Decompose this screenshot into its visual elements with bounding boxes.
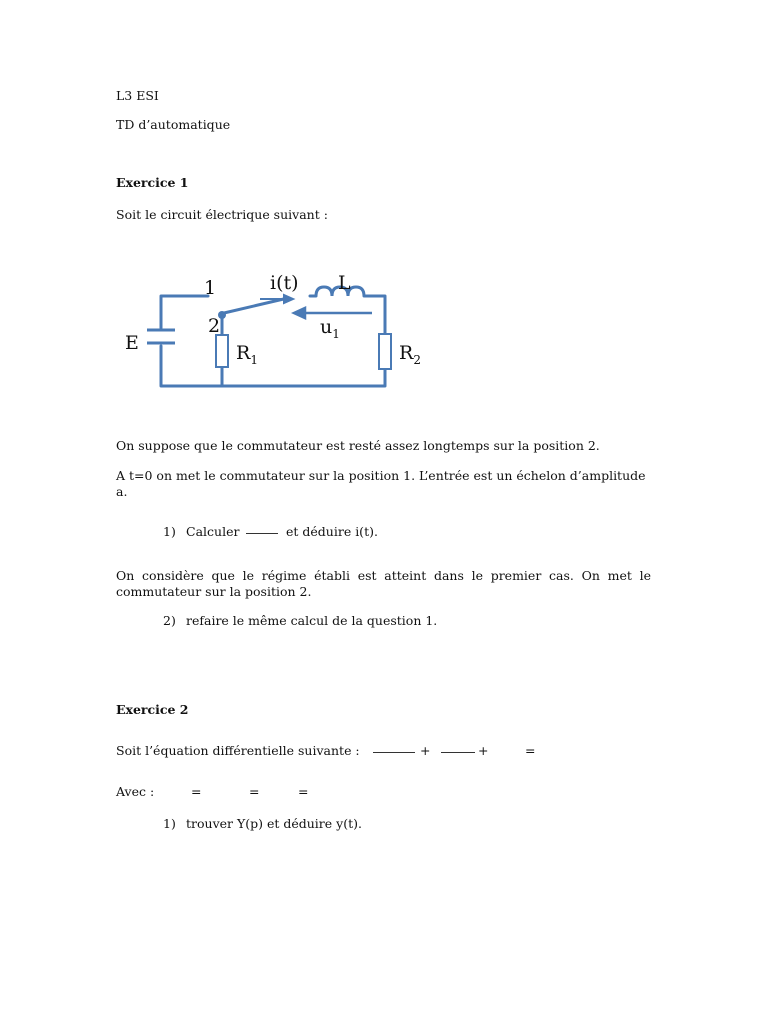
fraction-bar xyxy=(441,752,475,753)
label-r1: $R_1$ xyxy=(236,342,258,367)
exercise1-q1-text-b: et déduire i(t). xyxy=(286,524,378,539)
exercise1-intro: Soit le circuit électrique suivant : xyxy=(116,207,328,222)
fraction-bar xyxy=(373,752,415,753)
label-source: E xyxy=(125,332,139,354)
condition-equals: = xyxy=(191,784,202,799)
label-position-2: 2 xyxy=(208,315,221,337)
course-title: TD d’automatique xyxy=(116,117,231,132)
exercise1-q2-text: refaire le même calcul de la question 1. xyxy=(186,613,438,628)
exercise1-paragraph-2b: a. xyxy=(116,484,128,499)
label-inductor: L xyxy=(338,272,351,294)
exercise2-q1-text: trouver Y(p) et déduire y(t). xyxy=(186,816,362,831)
exercise2-equation-intro: Soit l’équation différentielle suivante : xyxy=(116,743,360,758)
label-position-1: 1 xyxy=(204,277,217,299)
equation-equals: = xyxy=(525,743,536,758)
equation-plus: + xyxy=(420,743,431,758)
label-current: i(t) xyxy=(270,272,299,294)
condition-equals: = xyxy=(298,784,309,799)
condition-equals: = xyxy=(249,784,260,799)
exercise1-paragraph-1: On suppose que le commutateur est resté assez longtemps sur la position 2. xyxy=(116,438,600,453)
label-voltage: $u_1$ xyxy=(320,316,340,341)
label-r2: $R_2$ xyxy=(399,342,421,367)
exercise1-paragraph-3b: commutateur sur la position 2. xyxy=(116,584,312,599)
exercise1-title: Exercice 1 xyxy=(116,175,189,190)
circuit-diagram xyxy=(110,262,430,397)
exercise1-q2-number: 2) xyxy=(163,613,176,628)
equation-plus: + xyxy=(478,743,489,758)
exercise2-title: Exercice 2 xyxy=(116,702,189,717)
voltage-arrow xyxy=(294,308,372,318)
wire-right-top xyxy=(364,296,385,334)
switch-blade xyxy=(224,298,288,313)
resistor-r1 xyxy=(216,335,228,367)
exercise1-paragraph-3a: On considère que le régime établi est atteint dans le premier cas. On met le xyxy=(116,568,651,583)
exercise1-q1-number: 1) xyxy=(163,524,176,539)
source-e xyxy=(147,330,175,343)
exercise2-q1-number: 1) xyxy=(163,816,176,831)
course-level: L3 ESI xyxy=(116,88,159,103)
fraction-bar xyxy=(246,533,278,534)
exercise1-paragraph-2a: A t=0 on met le commutateur sur la position 1. L’entrée est un échelon d’amplitude xyxy=(116,468,646,483)
avec-label: Avec : xyxy=(116,784,155,799)
resistor-r2 xyxy=(379,334,391,369)
wire-top-left xyxy=(161,296,208,328)
wire-left-bottom xyxy=(161,346,385,386)
exercise1-q1-text-a: Calculer xyxy=(186,524,240,539)
